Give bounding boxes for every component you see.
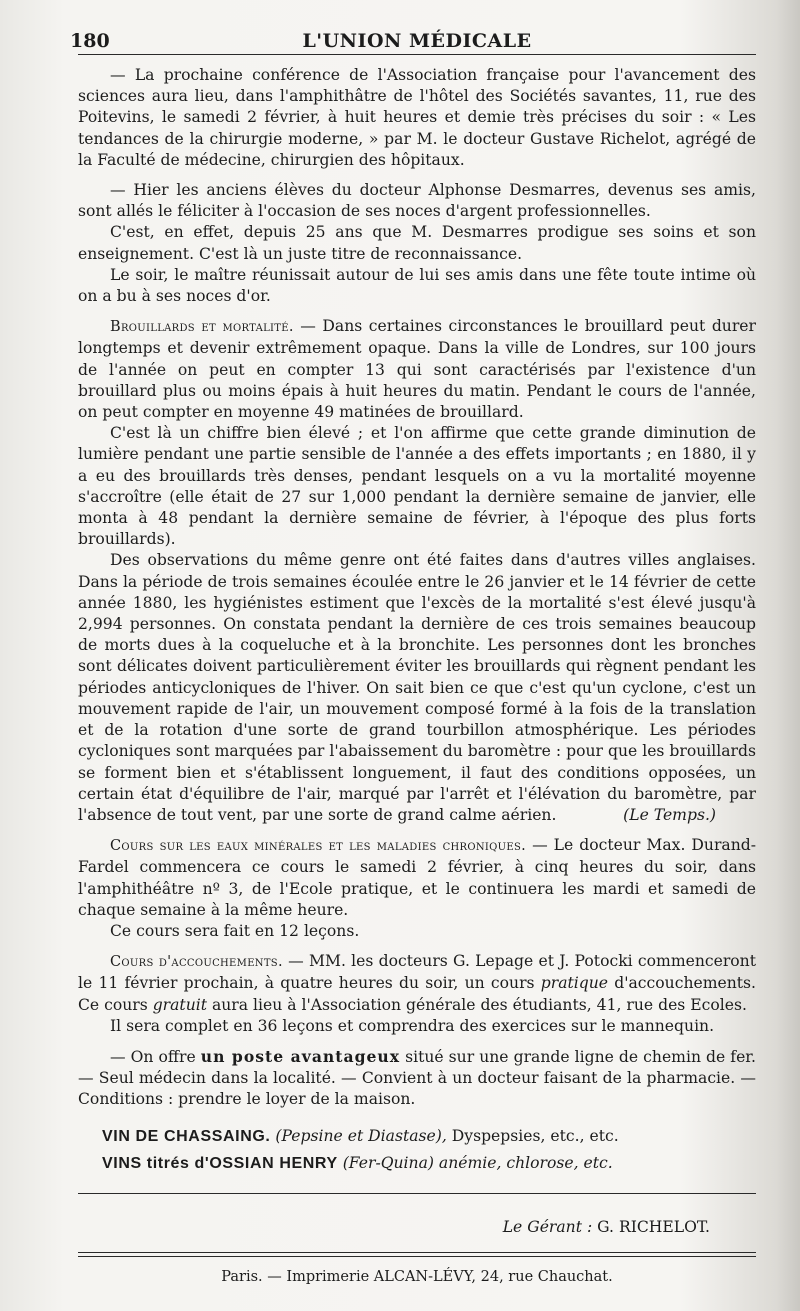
section-heading-brouillards: Brouillards et mortalité. (110, 319, 294, 336)
paragraph-mannequin: Il sera complet en 36 leçons et comprendra des exercices sur le mannequin. (110, 1016, 715, 1035)
running-head (70, 18, 756, 55)
section-heading-eaux: Cours sur les eaux minérales et les maladies chroniques. (110, 838, 527, 855)
advertisements (78, 1123, 756, 1177)
ad-chassaing-tail: Dyspepsies, etc., etc. (446, 1126, 619, 1145)
ad-ossian-henry (102, 1150, 756, 1177)
paragraph-conference: — La prochaine conférence de l'Association française pour l'avancement des sciences aura lieu, dans l'amphithâtre de l'hôtel des Sociétés savantes, 11, rue des Poitevins, le samedi 2 février, à huit heures et demie très précises du soir : « Les tendances de la chirurgie moderne, » par M. le docteur Gustave Richelot, agrégé de la Faculté de médecine, chirurgien des hôpitaux. (78, 66, 756, 169)
paragraph-observations (78, 550, 756, 826)
gerant-line (78, 1218, 756, 1236)
gerant-name: G. RICHELOT. (592, 1217, 710, 1236)
word-gratuit: gratuit (152, 995, 207, 1014)
section-heading-accouchements: Cours d'accouchements. (110, 954, 283, 971)
paragraph-poste-text-b: situé sur une grande ligne de chemin de fer. — Seul médecin dans la localité. — Convient à un docteur faisant de la pharmacie. — Conditions : prendre le loyer de la maison. (78, 1047, 756, 1109)
paragraph-chiffre: C'est là un chiffre bien élevé ; et l'on affirme que cette grande diminution de lumière pendant une partie sensible de l'année a des effets importants ; en 1880, il y a eu des brouillards très denses, pendant lesquels on a vu la mortalité moyenne s'accroître (elle était de 27 sur 1,000 pendant la dernière semaine de janvier, elle monta à 48 pendant la dernière semaine de février, à l'époque des plus forts brouillards). (78, 424, 756, 549)
paragraph-brouillards-text: — Dans certaines circonstances le brouillard peut durer longtemps et devenir extrêmement opaque. Dans la ville de Londres, sur 100 jours de l'année on peut en compter 13 qui sont caractérisés par l'existence d'un brouillard plus ou moins épais à huit heures du matin. Pendant le cours de l'année, on peut compter en moyenne 49 matinées de brouillard. (78, 317, 756, 422)
emphasis-poste: un poste avantageux (200, 1046, 401, 1066)
word-pratique: pratique (540, 974, 609, 993)
ad-chassaing (102, 1123, 756, 1150)
divider-rule-footer (78, 1252, 756, 1253)
paragraph-eaux-text: — Le docteur Max. Durand-Fardel commencera ce cours le samedi 2 février, à cinq heures du soir, dans l'amphithéâtre nº 3, de l'Ecole pratique, et le continuera les mardi et samedi de chaque semaine à la même heure. (78, 836, 757, 919)
paragraph-accouchements-text-a: — MM. les docteurs G. Lepage et J. Potocki commenceront le 11 février prochain, à quatre heures du soir, un cours (78, 952, 756, 993)
paragraph-accouchements-text-b: d'accouchements. Ce cours (78, 974, 756, 1014)
paragraph-eaux-minerales (78, 835, 756, 921)
paragraph-desmarres: — Hier les anciens élèves du docteur Alphonse Desmarres, devenus ses amis, sont allés le féliciter à l'occasion de ses noces d'argent professionnelles. (78, 181, 756, 221)
divider-rule (78, 1193, 756, 1194)
divider-rule-footer-thin (78, 1256, 756, 1257)
source-citation: (Le Temps.) (623, 805, 716, 824)
paragraph-poste (78, 1046, 756, 1111)
paragraph-accouchements (78, 951, 756, 1016)
paragraph-observations-text: Des observations du même genre ont été faites dans d'autres villes anglaises. Dans la période de trois semaines écoulée entre le 26 janvier et le 14 février de cette année 1880, les hygiénistes estiment que l'excès de la mortalité s'est élevé jusqu'à 2,994 personnes. On constata pendant la dernière de ces trois semaines beaucoup de morts dues à la coqueluche et à la bronchite. Les personnes dont les bronches sont délicates doivent particulièrement éviter les brouillards qui règnent pendant les périodes anticycloniques de l'hiver. On sait bien ce que c'est qu'un cyclone, c'est un mouvement rapide de l'air, un mouvement composé formé à la fois de la translation et de la rotation d'une sorte de grand tourbillon atmosphérique. Les périodes cycloniques sont marquées par l'abaissement du baromètre : pour que les brouillards se forment bien et s'établissent longuement, il faut des conditions opposées, un certain état d'équilibre de l'air, marqué par l'arrêt et l'élévation du baromètre, par l'absence de tout vent, par une sorte de grand calme aérien. (78, 551, 756, 824)
paragraph-brouillards (78, 316, 756, 423)
imprint-line: Paris. — Imprimerie ALCAN-LÉVY, 24, rue Chauchat. (221, 1268, 613, 1285)
paragraph-poste-text-a: — On offre (110, 1047, 201, 1066)
gerant-label: Le Gérant : (502, 1217, 593, 1236)
ad-ossian-tail: anémie, chlorose, etc. (433, 1153, 613, 1172)
page-number: 180 (70, 30, 110, 52)
paragraph-desmarres-2: C'est, en effet, depuis 25 ans que M. Desmarres prodigue ses soins et son enseignement. C'est là un juste titre de reconnaissance. (78, 223, 756, 263)
paragraph-desmarres-3: Le soir, le maître réunissait autour de lui ses amis dans une fête toute intime où on a bu à ses noces d'or. (78, 265, 756, 306)
ad-chassaing-brand: VIN DE CHASSAING. (102, 1127, 271, 1145)
ad-ossian-detail: (Fer-Quina) (337, 1153, 434, 1172)
paragraph-lecons: Ce cours sera fait en 12 leçons. (110, 921, 360, 940)
ad-chassaing-detail: (Pepsine et Diastase), (270, 1126, 447, 1145)
ad-ossian-brand: VINS titrés d'OSSIAN HENRY (102, 1154, 338, 1172)
paragraph-accouchements-text-c: aura lieu à l'Association générale des étudiants, 41, rue des Ecoles. (207, 995, 747, 1014)
article-body (78, 65, 756, 1111)
journal-title: L'UNION MÉDICALE (302, 30, 532, 52)
